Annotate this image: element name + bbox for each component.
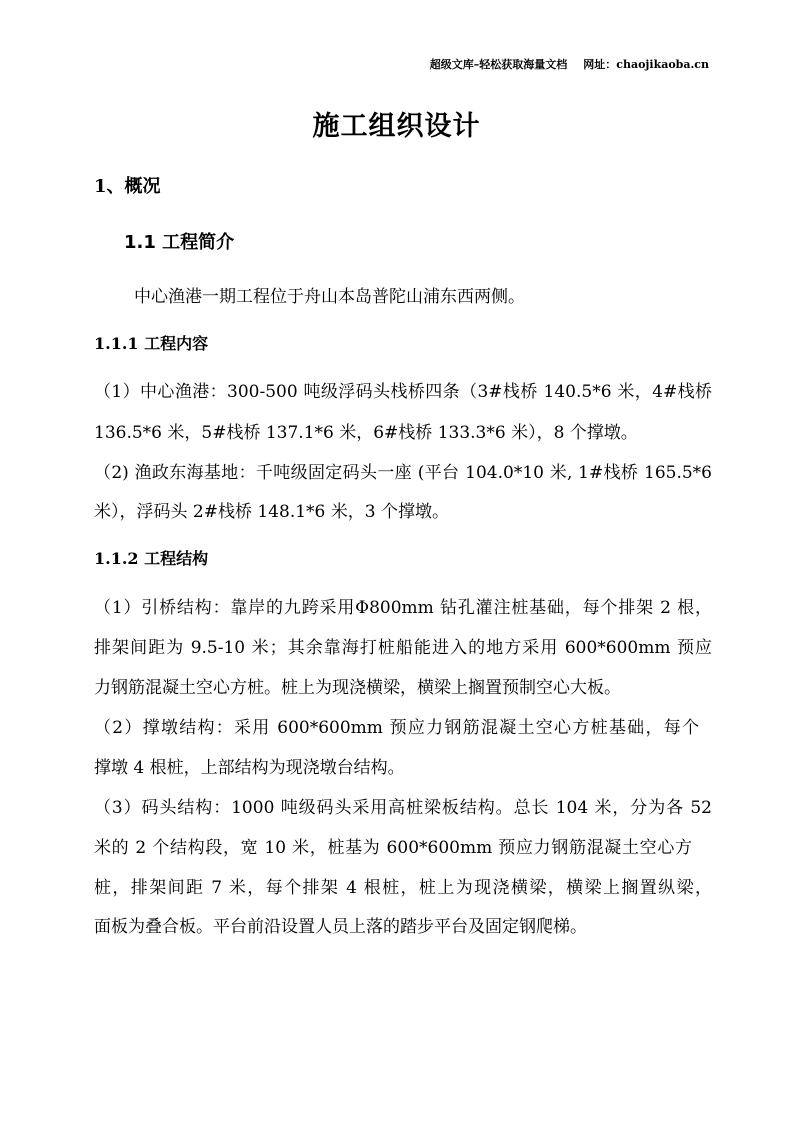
content-line: （1）中心渔港：300-500 吨级浮码头栈桥四条（3#栈桥 140.5*6 米，4#栈桥 <box>94 382 712 402</box>
page-header <box>414 56 709 72</box>
structure-line: 排架间距为 9.5-10 米；其余靠海打桩船能进入的地方采用 600*600mm 预应 <box>94 638 712 658</box>
content-line: （2) 渔政东海基地：千吨级固定码头一座 (平台 104.0*10 米, 1#栈桥 165.5*6 <box>94 463 712 483</box>
structure-line: 面板为叠合板。平台前沿设置人员上落的踏步平台及固定钢爬梯。 <box>94 917 587 937</box>
section-heading-overview: 1、概况 <box>94 176 161 197</box>
structure-line: （2）撑墩结构：采用 600*600mm 预应力钢筋混凝土空心方桩基础，每个 <box>94 718 699 738</box>
structure-line: 米的 2 个结构段，宽 10 米，桩基为 600*600mm 预应力钢筋混凝土空心方 <box>94 838 692 858</box>
structure-line: 撑墩 4 根桩，上部结构为现浇墩台结构。 <box>94 758 405 778</box>
content-line: 米），浮码头 2#栈桥 148.1*6 米，3 个撑墩。 <box>94 502 449 522</box>
subsection-heading-project-intro: 1.1 工程简介 <box>124 232 235 253</box>
structure-line: 力钢筋混凝土空心方桩。桩上为现浇横梁，横梁上搁置预制空心大板。 <box>94 678 621 698</box>
document-title: 施工组织设计 <box>312 111 481 142</box>
structure-line: 桩，排架间距 7 米，每个排架 4 根桩，桩上为现浇横梁，横梁上搁置纵梁， <box>94 878 712 898</box>
header-url: 网址：chaojikaoba.cn <box>583 58 709 71</box>
heading-project-content: 1.1.1 工程内容 <box>94 334 209 353</box>
structure-line: （1）引桥结构：靠岸的九跨采用Φ800mm 钻孔灌注桩基础，每个排架 2 根， <box>94 598 712 618</box>
content-line: 136.5*6 米，5#栈桥 137.1*6 米，6#栈桥 133.3*6 米），8 个撑墩。 <box>94 423 638 443</box>
header-site-name: 超级文库–轻松获取海量文档 <box>429 58 568 71</box>
heading-project-structure: 1.1.2 工程结构 <box>94 549 209 568</box>
intro-paragraph: 中心渔港一期工程位于舟山本岛普陀山浦东西两侧。 <box>134 287 525 307</box>
structure-line: （3）码头结构：1000 吨级码头采用高桩梁板结构。总长 104 米，分为各 52 <box>94 798 712 818</box>
